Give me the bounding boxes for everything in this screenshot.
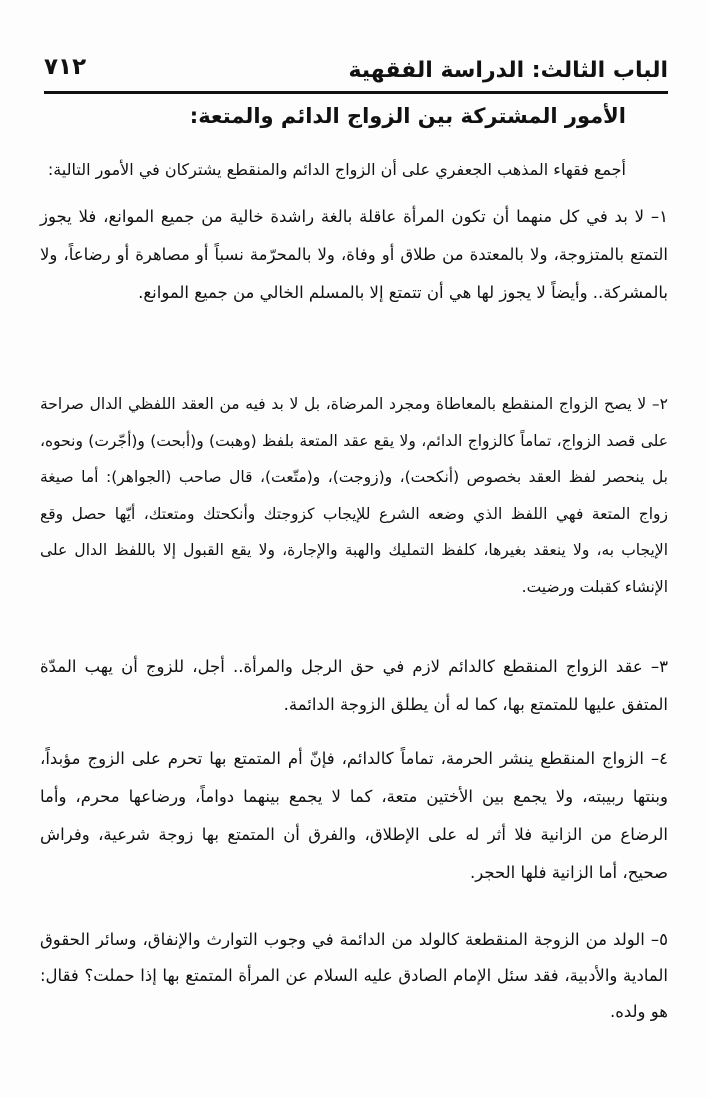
header-divider (44, 91, 668, 94)
paragraph-4 (40, 740, 668, 892)
paragraph-text: ٣– عقد الزواج المنقطع كالدائم لازم في حق الرجل والمرأة.. أجل، للزوج أن يهب المدّة المتفق عليها للمتمتع بها، كما له أن يطلق الزوجة الدائمة. (40, 657, 668, 714)
intro-text: أجمع فقهاء المذهب الجعفري على أن الزواج الدائم والمنقطع يشتركان في الأمور التالية: (47, 160, 626, 179)
paragraph-2 (40, 386, 668, 605)
page-header (44, 50, 668, 94)
paragraph-text: ٥– الولد من الزوجة المنقطعة كالولد من الدائمة في وجوب التوارث والإنفاق، وسائر الحقوق المادية والأدبية، فقد سئل الإمام الصادق عليه السلام عن المرأة المتمتع بها إذا حملت؟ فقال: هو ولده. (40, 930, 668, 1021)
section-title: الأمور المشتركة بين الزواج الدائم والمتعة: (189, 104, 626, 128)
paragraph-3 (40, 648, 668, 724)
paragraph-text: ١– لا بد في كل منهما أن تكون المرأة عاقلة بالغة راشدة خالية من جميع الموانع، فلا يجوز التمتع بالمتزوجة، ولا بالمعتدة من طلاق أو وفاة، ولا بالمحرّمة نسباً أو مصاهرة أو رضاعاً، ولا بالمشركة.. وأيضاً لا يجوز لها هي أن تتمتع إلا بالمسلم الخالي من جميع الموانع. (40, 207, 668, 302)
paragraph-text: ٢– لا يصح الزواج المنقطع بالمعاطاة ومجرد المرضاة، بل لا بد فيه من العقد اللفظي الدال صراحة على قصد الزواج، تماماً كالزواج الدائم، ولا يقع عقد المتعة بلفظ (وهبت) و(أبحت) و(أجّرت) ونحوه، بل ينحصر لفظ العقد بخصوص (أنكحت)، و(زوجت)، و(متّعت)، قال صاحب (الجواهر): أما صيغة زواج المتعة فهي اللفظ الذي وضعه الشرع للإيجاب كزوجتك وأنكحتك ومتعتك، أيّها حصل وقع الإيجاب به، ولا ينعقد بغيرها، كلفظ التمليك والهبة والإجارة، ولا يقع القبول إلا باللفظ الدال على الإنشاء كقبلت ورضيت. (40, 395, 668, 596)
paragraph-1 (40, 198, 668, 312)
page-number: ٧١٢ (44, 54, 87, 80)
chapter-title: الباب الثالث: الدراسة الفقهية (348, 58, 668, 83)
paragraph-text: ٤– الزواج المنقطع ينشر الحرمة، تماماً كالدائم، فإنّ أم المتمتع بها تحرم على الزوج مؤبداً، وبنتها ربيبته، ولا يجمع بين الأختين متعة، كما لا يجمع بينهما دواماً، ورضاعها محرم، وأما الرضاع من الزانية فلا أثر له على الإطلاق، والفرق أن المتمتع بها زوجة شرعية، وفراش صحيح، أما الزانية فلها الحجر. (40, 749, 668, 882)
paragraph-5 (40, 922, 668, 1030)
